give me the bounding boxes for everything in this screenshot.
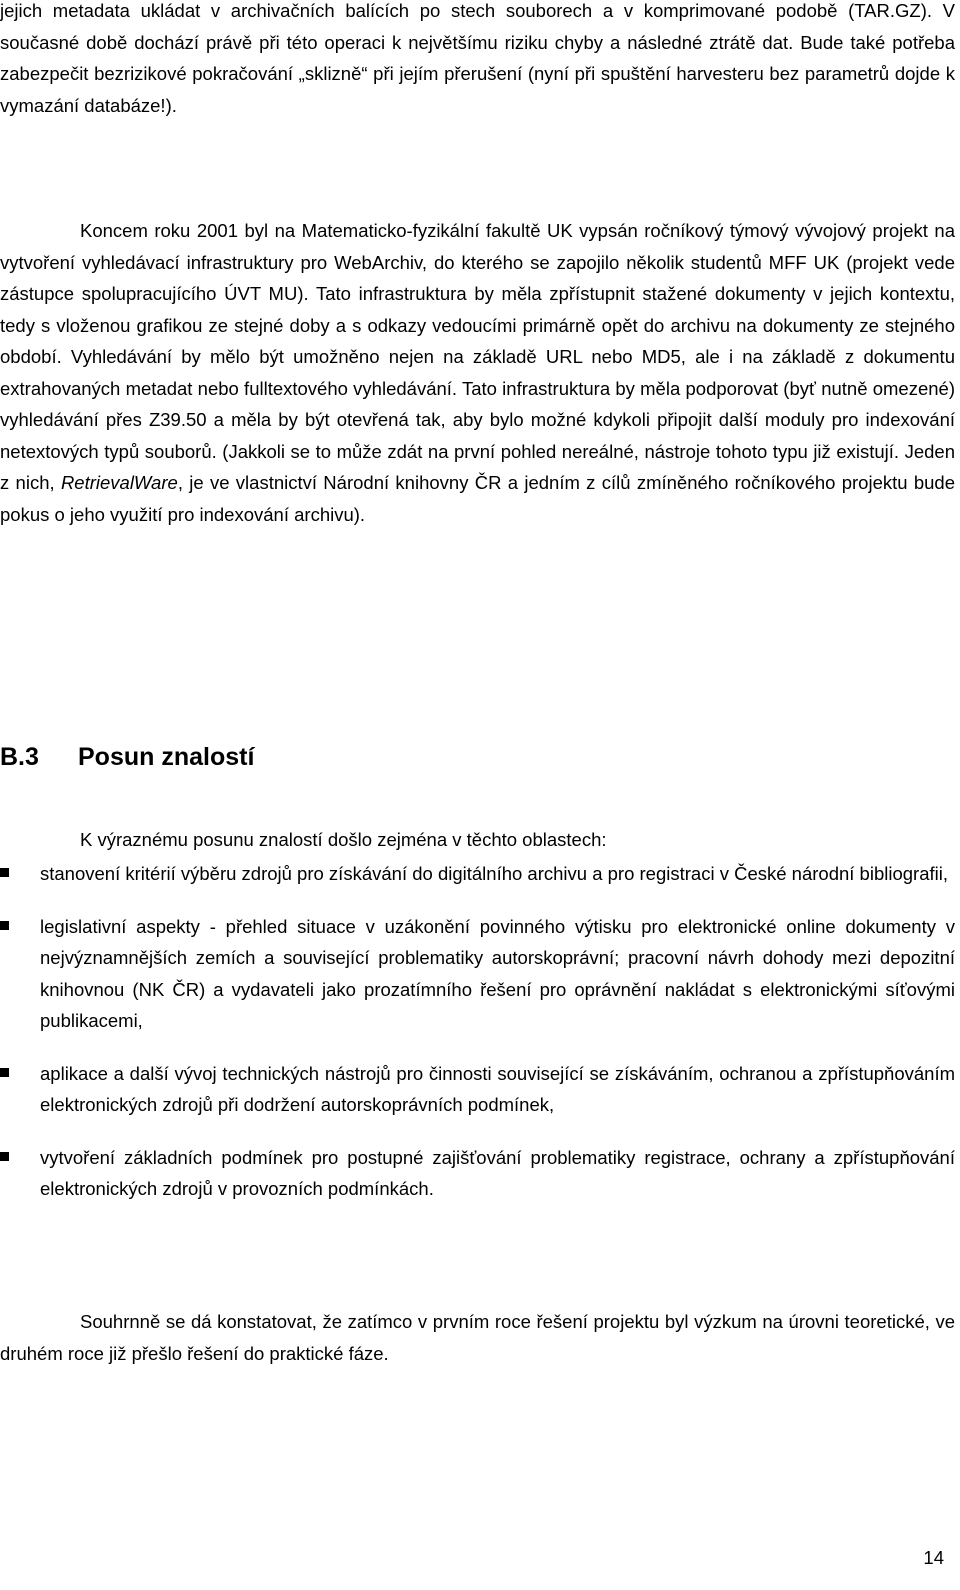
page-number: 14 [923, 1547, 944, 1568]
bullet-square-icon [0, 1068, 9, 1077]
list-item-text: aplikace a další vývoj technických nástrojů pro činnosti související se získáváním, ochranou a zpřístupňováním elektronických zdrojů při dodržení autorskoprávních podmínek, [40, 1062, 955, 1115]
paragraph-webarchiv-project [0, 215, 955, 530]
bullet-square-icon [0, 921, 9, 930]
section-number: B.3 [0, 743, 39, 771]
list-item [0, 1142, 955, 1205]
bullet-square-icon [0, 868, 9, 877]
bullet-square-icon [0, 1152, 9, 1161]
section-heading [0, 737, 254, 777]
paragraph-intro: K výraznému posunu znalostí došlo zejména v těchto oblastech: [80, 829, 607, 850]
paragraph-summary: Souhrnně se dá konstatovat, že zatímco v prvním roce řešení projektu byl výzkum na úrovni teoretické, ve druhém roce již přešlo řešení do praktické fáze. [0, 1311, 955, 1364]
paragraph-continuation: jejich metadata ukládat v archivačních balících po stech souborech a v komprimované podobě (TAR.GZ). V současné době dochází právě při této operaci k největšímu riziku chyby a následné ztrátě dat. Bude také potřeba zabezpečit bezrizikové pokračování „sklizně“ při jejím přerušení (nyní při spuštění harvesteru bez parametrů dojde k vymazání databáze!). [0, 0, 955, 116]
paragraph-text-start: Koncem roku 2001 byl na Matematicko-fyzikální fakultě UK vypsán ročníkový týmový vývojový projekt na vytvoření vyhledávací infrastruktury pro WebArchiv, do kterého se zapojilo několik studentů MFF UK (projekt vede zástupce spolupracujícího ÚVT MU). Tato infrastruktura by měla zpřístupnit stažené dokumenty v jejich kontextu, tedy s vloženou grafikou ze stejné doby a s odkazy vedoucími primárně opět do archivu na dokumenty ze stejného období. Vyhledávání by mělo být umožněno nejen na základě URL nebo MD5, ale i na základě z dokumentu extrahovaných metadat nebo fulltextového vyhledávání. Tato infrastruktura by měla podporovat (byť nutně omezené) vyhledávání přes Z39.50 a měla by být otevřená tak, aby bylo možné kdykoli připojit další moduly pro indexování netextových typů souborů. (Jakkoli se to může zdát na první pohled nereálné, nástroje tohoto typu již existují. Jeden z nich, [0, 220, 955, 493]
paragraph-text-end: , je ve vlastnictví Národní knihovny ČR a jedním z cílů zmíněného ročníkového projektu bude pokus o jeho využití pro indexování archivu). [0, 472, 956, 525]
list-item-text: vytvoření základních podmínek pro postupné zajišťování problematiky registrace, ochrany a zpřístupňování elektronických zdrojů v provozních podmínkách. [40, 1146, 955, 1199]
list-item [0, 858, 955, 890]
knowledge-list [0, 858, 955, 1226]
section-title: Posun znalostí [78, 743, 255, 771]
list-item-text: stanovení kritérií výběru zdrojů pro získávání do digitálního archivu a pro registraci v České národní bibliografii, [40, 863, 948, 884]
retrievalware-name: RetrievalWare [60, 472, 178, 493]
list-item-text: legislativní aspekty - přehled situace v uzákonění povinného výtisku pro elektronické online dokumenty v nejvýznamnějších zemích a související problematiky autorskoprávní; pracovní návrh dohody mezi depozitní knihovnou (NK ČR) a vydavateli jako prozatímního řešení pro oprávnění nakládat s elektronickými síťovými publikacemi, [40, 915, 955, 1031]
list-item [0, 911, 955, 1037]
list-item [0, 1058, 955, 1121]
